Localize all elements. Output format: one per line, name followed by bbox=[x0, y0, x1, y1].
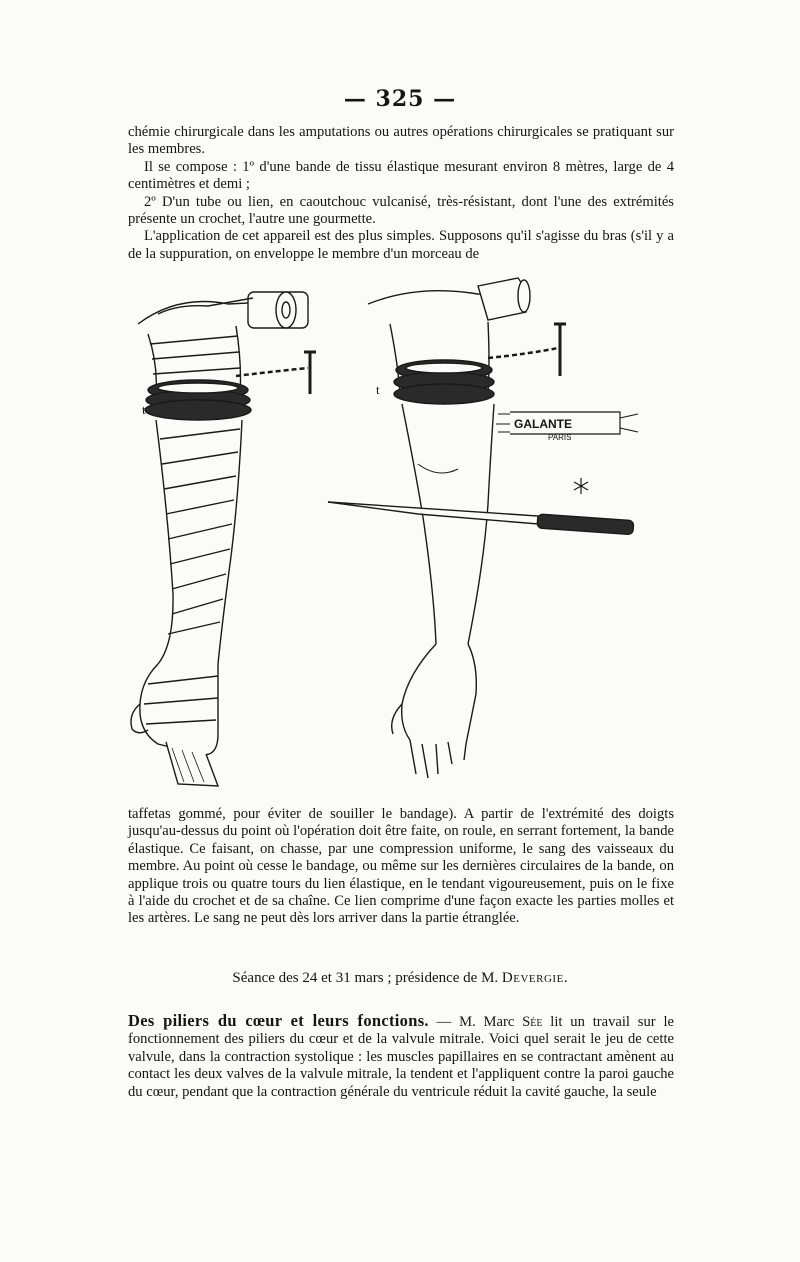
session-president: Devergie bbox=[501, 970, 564, 986]
session-heading bbox=[0, 970, 800, 987]
article-body: lit un travail sur le fonctionnement des piliers du cœur et de la valvule mitrale. Voici quel serait le jeu de cette valvule, dans la contraction systolique : les muscles papillaires en se contractant amènent au contact les deux valves de la valvule mitrale, la tendent et l'appliquent contre la paroi gauche du cœur, pendant que la contraction générale du ventricule réduit la cavité gauche, la seule bbox=[128, 1014, 674, 1100]
article-dash: — M. Marc bbox=[428, 1014, 523, 1030]
session-text: Séance des 24 et 31 mars ; présidence de M. bbox=[232, 970, 502, 986]
paragraph-procedure: taffetas gommé, pour éviter de souiller le bandage). A partir de l'extrémité des doigts jusqu'au-dessus du point où l'opération doit être faite, on roule, en serrant fortement, la bande élastique. Ce faisant, on chasse, par une compression uniforme, le sang des vaisseaux du membre. Au point où cesse le bandage, ou même sur les dernières circulaires de la bande, on applique trois ou quatre tours du lien élastique, en le tendant vigoureusement, puis on le fixe à l'aide du crochet et de sa chaîne. Ce lien comprime d'une façon exacte les parties molles et les artères. Le sang ne peut dès lors arriver dans la partie étranglée. bbox=[128, 806, 674, 927]
session-end: . bbox=[563, 970, 568, 986]
article-author: Sée bbox=[522, 1014, 543, 1030]
tourniqueted-arm-drawing bbox=[368, 278, 566, 778]
figure-marker-right: t bbox=[376, 382, 380, 397]
tourniquet-illustration bbox=[118, 264, 688, 802]
article-block bbox=[128, 1012, 674, 1101]
maker-label-city: PARIS bbox=[548, 433, 572, 442]
star-mark-icon bbox=[574, 478, 588, 494]
page-number: — 325 — bbox=[343, 86, 457, 112]
paragraph-composition: Il se compose : 1º d'une bande de tissu élastique mesurant environ 8 mètres, large de 4 centimètres et demi ; bbox=[128, 158, 674, 193]
maker-label-name: GALANTE bbox=[514, 417, 572, 431]
paragraph-tube: 2º D'un tube ou lien, en caoutchouc vulcanisé, très-résistant, dont l'une des extrémités présente un crochet, l'autre une gourmette. bbox=[128, 193, 674, 228]
figure-marker-left: t bbox=[142, 402, 146, 417]
article-title: Des piliers du cœur et leurs fonctions. bbox=[128, 1011, 429, 1030]
bandaged-arm-drawing bbox=[131, 292, 316, 786]
paragraph-intro: chémie chirurgicale dans les amputations ou autres opérations chirurgicales se pratiquant sur les membres. bbox=[128, 124, 674, 158]
paragraph-application: L'application de cet appareil est des plus simples. Supposons qu'il s'agisse du bras (s'il y a de la suppuration, on enveloppe le membre d'un morceau de bbox=[128, 228, 674, 262]
bottom-text-block bbox=[128, 806, 674, 928]
top-text-block bbox=[128, 124, 674, 263]
surgical-knife-drawing bbox=[328, 502, 634, 535]
